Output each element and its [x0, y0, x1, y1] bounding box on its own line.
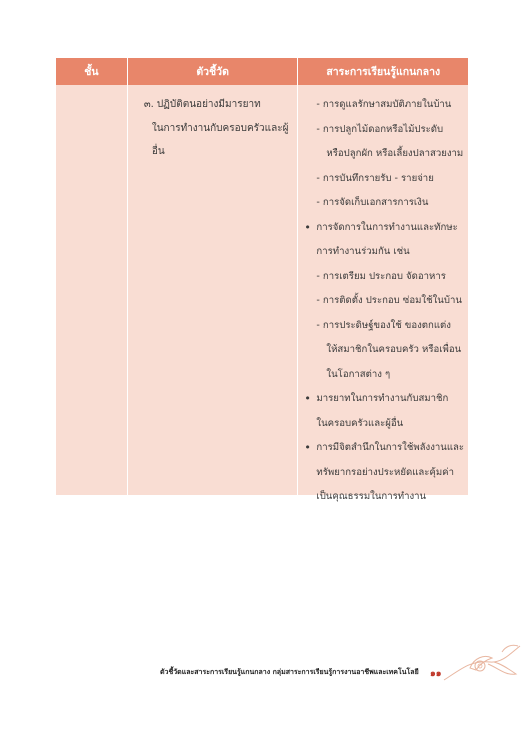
bullet-icon: • — [304, 220, 311, 234]
content-line — [302, 265, 467, 290]
content-text: - การจัดเก็บเอกสารการเงิน — [316, 197, 429, 208]
table-row — [56, 85, 468, 502]
content-text: ให้สมาชิกในครอบครัว หรือเพื่อน — [326, 344, 462, 355]
indicator-line-2: ในการทำงานกับครอบครัวและผู้อื่น — [151, 122, 289, 157]
content-text: - การบันทึกรายรับ - รายจ่าย — [316, 172, 434, 184]
curriculum-table — [56, 58, 468, 502]
content-line — [302, 93, 467, 118]
content-text: - การประดิษฐ์ของใช้ ของตกแต่ง — [316, 319, 451, 331]
core-content-cell — [297, 85, 468, 502]
content-text: การทำงานร่วมกัน เช่น — [316, 246, 410, 257]
table-header — [56, 58, 468, 85]
bullet-icon: • — [304, 441, 311, 454]
indicator-line-1: ปฏิบัติตนอย่างมีมารยาท — [156, 99, 261, 110]
content-text: เป็นคุณธรรมในการทำงาน — [316, 491, 427, 502]
content-text: มารยาทในการทำงานกับสมาชิก — [316, 393, 449, 404]
content-line — [302, 338, 467, 363]
content-line — [302, 363, 467, 388]
floral-ornament-icon — [440, 640, 524, 690]
header-grade: ชั้น — [84, 66, 99, 78]
content-line — [302, 142, 467, 167]
content-text: - การเตรียม ประกอบ จัดอาหาร — [316, 270, 446, 282]
indicator-number: ๓. — [143, 99, 154, 110]
indicator-cell — [127, 85, 298, 495]
content-text: - การปลูกไม้ดอกหรือไม้ประดับ — [316, 123, 444, 135]
content-list — [302, 93, 467, 510]
content-text: ในครอบครัวและผู้อื่น — [316, 417, 404, 429]
content-line — [302, 387, 467, 412]
content-line — [302, 412, 467, 437]
content-line — [302, 118, 467, 143]
content-line — [302, 485, 467, 510]
header-core-content: สาระการเรียนรู้แกนกลาง — [297, 58, 468, 85]
content-line — [302, 216, 467, 241]
content-line — [302, 314, 467, 339]
content-text: - การติดตั้ง ประกอบ ซ่อมใช้ในบ้าน — [316, 295, 462, 306]
content-text: หรือปลูกผัก หรือเลี้ยงปลาสวยงาม — [326, 148, 464, 159]
content-line — [302, 436, 467, 461]
content-text: ในโอกาสต่าง ๆ — [326, 368, 391, 380]
bullet-icon: • — [304, 392, 311, 405]
content-text: การจัดการในการทำงานและทักษะ — [316, 221, 458, 233]
content-line — [302, 461, 467, 486]
content-text: การมีจิตสำนึกในการใช้พลังงานและ — [316, 442, 465, 453]
content-line — [302, 167, 467, 192]
content-line — [302, 191, 467, 216]
page-number: ๑๑ — [430, 669, 442, 679]
footer-text: ตัวชี้วัดและสาระการเรียนรู้แกนกลาง กลุ่มสาระการเรียนรู้การงานอาชีพและเทคโนโลยี — [160, 668, 419, 676]
content-line — [302, 289, 467, 314]
content-text: - การดูแลรักษาสมบัติภายในบ้าน — [316, 99, 452, 110]
content-text: ทรัพยากรอย่างประหยัดและคุ้มค่า — [316, 466, 454, 478]
content-line — [302, 240, 467, 265]
header-indicator: ตัวชี้วัด — [127, 58, 298, 85]
grade-cell — [56, 85, 127, 495]
